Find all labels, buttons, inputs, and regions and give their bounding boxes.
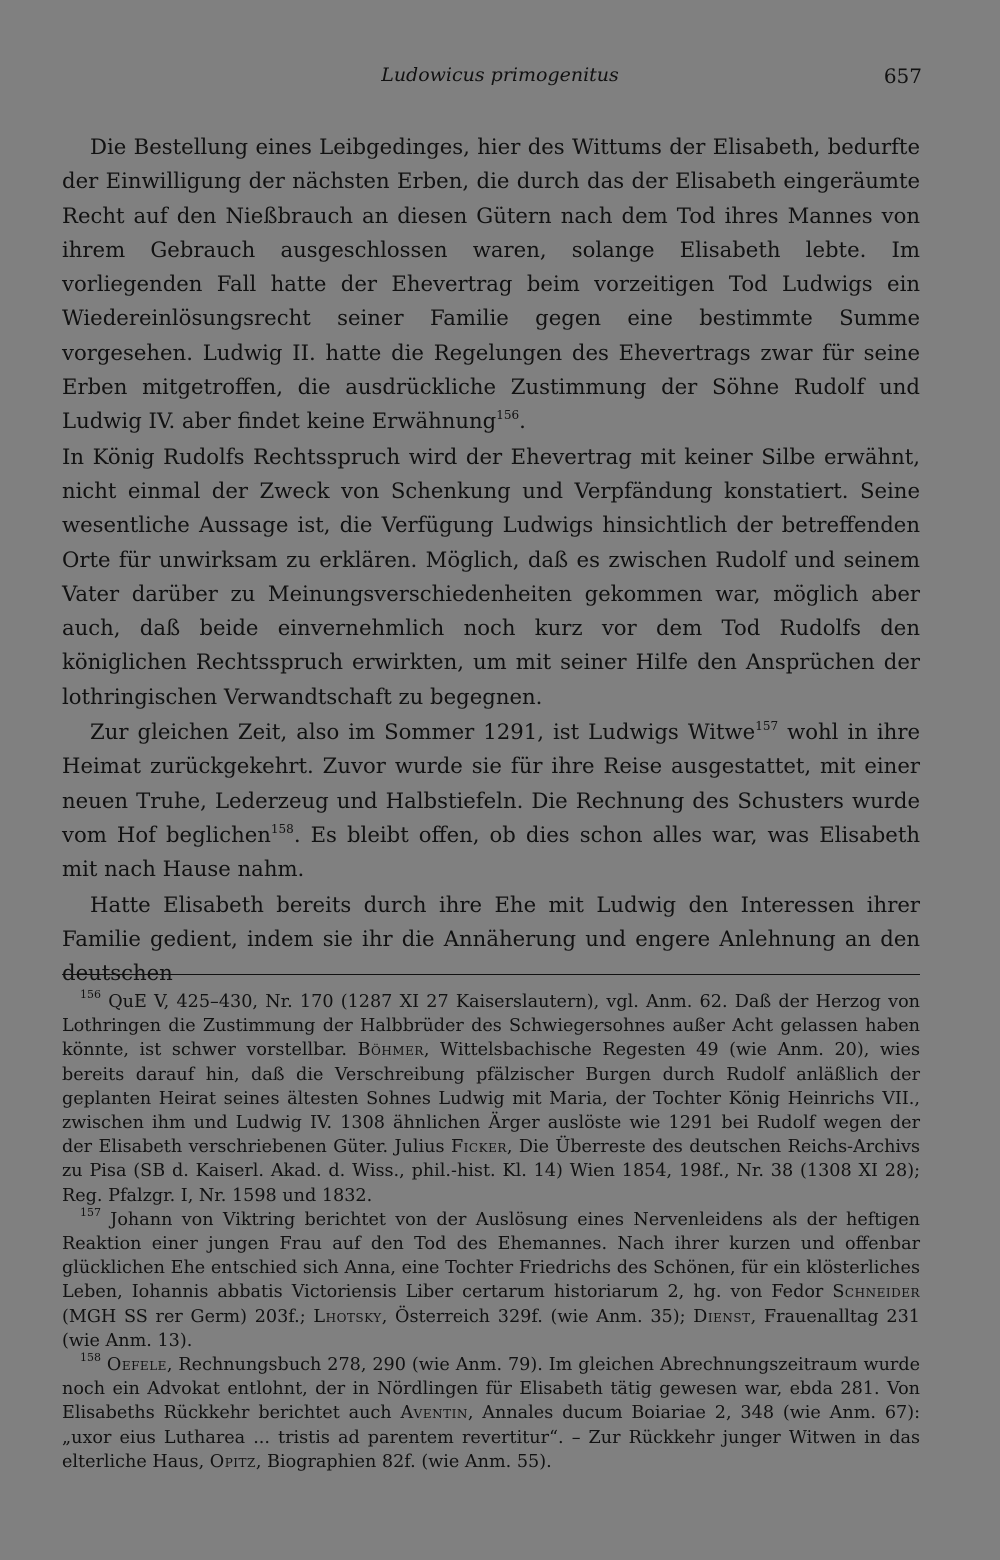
footnote-text: (MGH SS rer Germ) 203f.;	[62, 1306, 314, 1327]
paragraph-3-text-b: wohl in ihre Heimat zurückgekehrt. Zuvor wurde sie für ihre Reise ausgestattet, mit einer neuen Truhe, Lederzeug und Halbstiefeln. Die Rechnung des Schusters wurde vom Hof beglichen	[62, 719, 920, 847]
author-name: Lhotsky	[313, 1306, 382, 1327]
author-name: Schneider	[832, 1282, 920, 1303]
footnote-number: 158	[80, 1351, 101, 1365]
footnote-text: , Österreich 329f. (wie Anm. 35);	[381, 1306, 694, 1327]
author-name: Ficker	[450, 1137, 507, 1158]
paragraph-2: In König Rudolfs Rechtsspruch wird der Ehevertrag mit keiner Silbe erwähnt, nicht einmal der Zweck von Schenkung und Verpfändung konstatiert. Seine wesentliche Aussage ist, die Verfügung Ludwigs hinsichtlich der betreffenden Orte für unwirksam zu erklären. Möglich, daß es zwischen Rudolf und seinem Vater darüber zu Meinungsverschiedenheiten gekommen war, möglich aber auch, daß beide einvernehmlich noch kurz vor dem Tod Rudolfs den königlichen Rechtsspruch erwirkten, um mit seiner Hilfe den Ansprüchen der lothringischen Verwandtschaft zu begegnen.	[62, 443, 920, 709]
author-name: Böhmer	[357, 1040, 424, 1061]
paragraph-4: Hatte Elisabeth bereits durch ihre Ehe mit Ludwig den Interessen ihrer Familie gedient, indem sie ihr die Annäherung und engere Anlehnung an den deutschen	[62, 891, 920, 986]
footnote-156	[62, 990, 920, 1208]
paragraph-1	[62, 130, 920, 439]
footnote-text: , Die Überreste des deutschen Reichs-Archivs zu Pisa (SB d. Kaiserl. Akad. d. Wiss., phil.-hist. Kl. 14) Wien 1854, 198f., Nr. 38 (1308 XI 28); Reg. Pfalzgr. I, Nr. 1598 und 1832.	[62, 1137, 920, 1206]
footnote-number: 156	[80, 988, 101, 1002]
main-text	[62, 130, 920, 990]
author-name: Opitz	[209, 1451, 256, 1472]
footnote-text: , Wittelsbachische Regesten 49 (wie Anm. 20), wies bereits darauf hin, daß die Verschreibung pfälzischer Burgen durch Rudolf anläßlich der geplanten Heirat seines ältesten Sohnes Ludwig mit Maria, der Tochter König Heinrichs VII., zwischen ihm und Ludwig IV. 1308 ähnlichen Ärger auslöste wie 1291 bei Rudolf wegen der der Elisabeth verschriebenen Güter. Julius	[62, 1040, 920, 1158]
footnote-text: , Frauenalltag 231 (wie Anm. 13).	[62, 1306, 920, 1351]
paragraph-1-text: Die Bestellung eines Leibgedinges, hier des Wittums der Elisabeth, bedurfte der Einwilligung der nächsten Erben, die durch das der Elisabeth eingeräumte Recht auf den Nießbrauch an diesen Gütern nach dem Tod ihres Mannes von ihrem Gebrauch ausgeschlossen waren, solange Elisabeth lebte. Im vorliegenden Fall hatte der Ehevertrag beim vorzeitigen Tod Ludwigs ein Wiedereinlösungsrecht seiner Familie gegen eine bestimmte Summe vorgesehen. Ludwig II. hatte die Regelungen des Ehevertrags zwar für seine Erben mitgetroffen, die ausdrückliche Zustimmung der Söhne Rudolf und Ludwig IV. aber findet keine Erwähnung	[62, 134, 920, 434]
paragraph-1-end: .	[519, 408, 526, 434]
author-name: Aventin	[400, 1403, 468, 1424]
footnote-text: , Biographien 82f. (wie Anm. 55).	[255, 1451, 552, 1472]
footnote-ref-158[interactable]: 158	[270, 821, 294, 836]
footnotes	[62, 990, 920, 1474]
footnote-157	[62, 1208, 920, 1353]
paragraph-3	[62, 715, 920, 886]
footnote-text: , Annales ducum Boiariae 2, 348 (wie Anm. 67): „uxor eius Lutharea ... tristis ad parentem revertitur“. – Zur Rückkehr junger Witwen in das elterliche Haus,	[62, 1403, 920, 1472]
author-name: Dienst	[693, 1306, 751, 1327]
paragraph-3-text-c: . Es bleibt offen, ob dies schon alles war, was Elisabeth mit nach Hause nahm.	[62, 821, 920, 882]
footnote-text: , Rechnungsbuch 278, 290 (wie Anm. 79). Im gleichen Abrechnungszeitraum wurde noch ein Advokat entlohnt, der in Nördlingen für Elisabeth tätig gewesen war, ebda 281. Von Elisabeths Rückkehr berichtet auch	[62, 1355, 920, 1424]
footnote-ref-157[interactable]: 157	[755, 719, 779, 734]
footnote-158	[62, 1353, 920, 1474]
author-name: Oefele	[106, 1355, 167, 1376]
footnote-number: 157	[80, 1206, 101, 1220]
footnote-ref-156[interactable]: 156	[496, 408, 520, 423]
footnote-text: QuE V, 425–430, Nr. 170 (1287 XI 27 Kaiserslautern), vgl. Anm. 62. Daß der Herzog von Lothringen die Zustimmung der Halbbrüder des Schwiegersohnes außer Acht gelassen haben könnte, ist schwer vorstellbar.	[62, 992, 920, 1061]
footnote-rule	[62, 974, 920, 975]
footnote-text: Johann von Viktring berichtet von der Auslösung eines Nervenleidens als der heftigen Reaktion einer jungen Frau auf den Tod des Ehemannes. Nach ihrer kurzen und offenbar glücklichen Ehe entschied sich Anna, eine Tochter Friedrichs des Schönen, für ein klösterliches Leben, Iohannis abbatis Victoriensis Liber certarum historiarum 2, hg. von Fedor	[62, 1209, 920, 1303]
running-title: Ludowicus primogenitus	[381, 64, 619, 86]
paragraph-3-text-a: Zur gleichen Zeit, also im Sommer 1291, ist Ludwigs Witwe	[90, 719, 756, 745]
page-number: 657	[883, 64, 922, 88]
